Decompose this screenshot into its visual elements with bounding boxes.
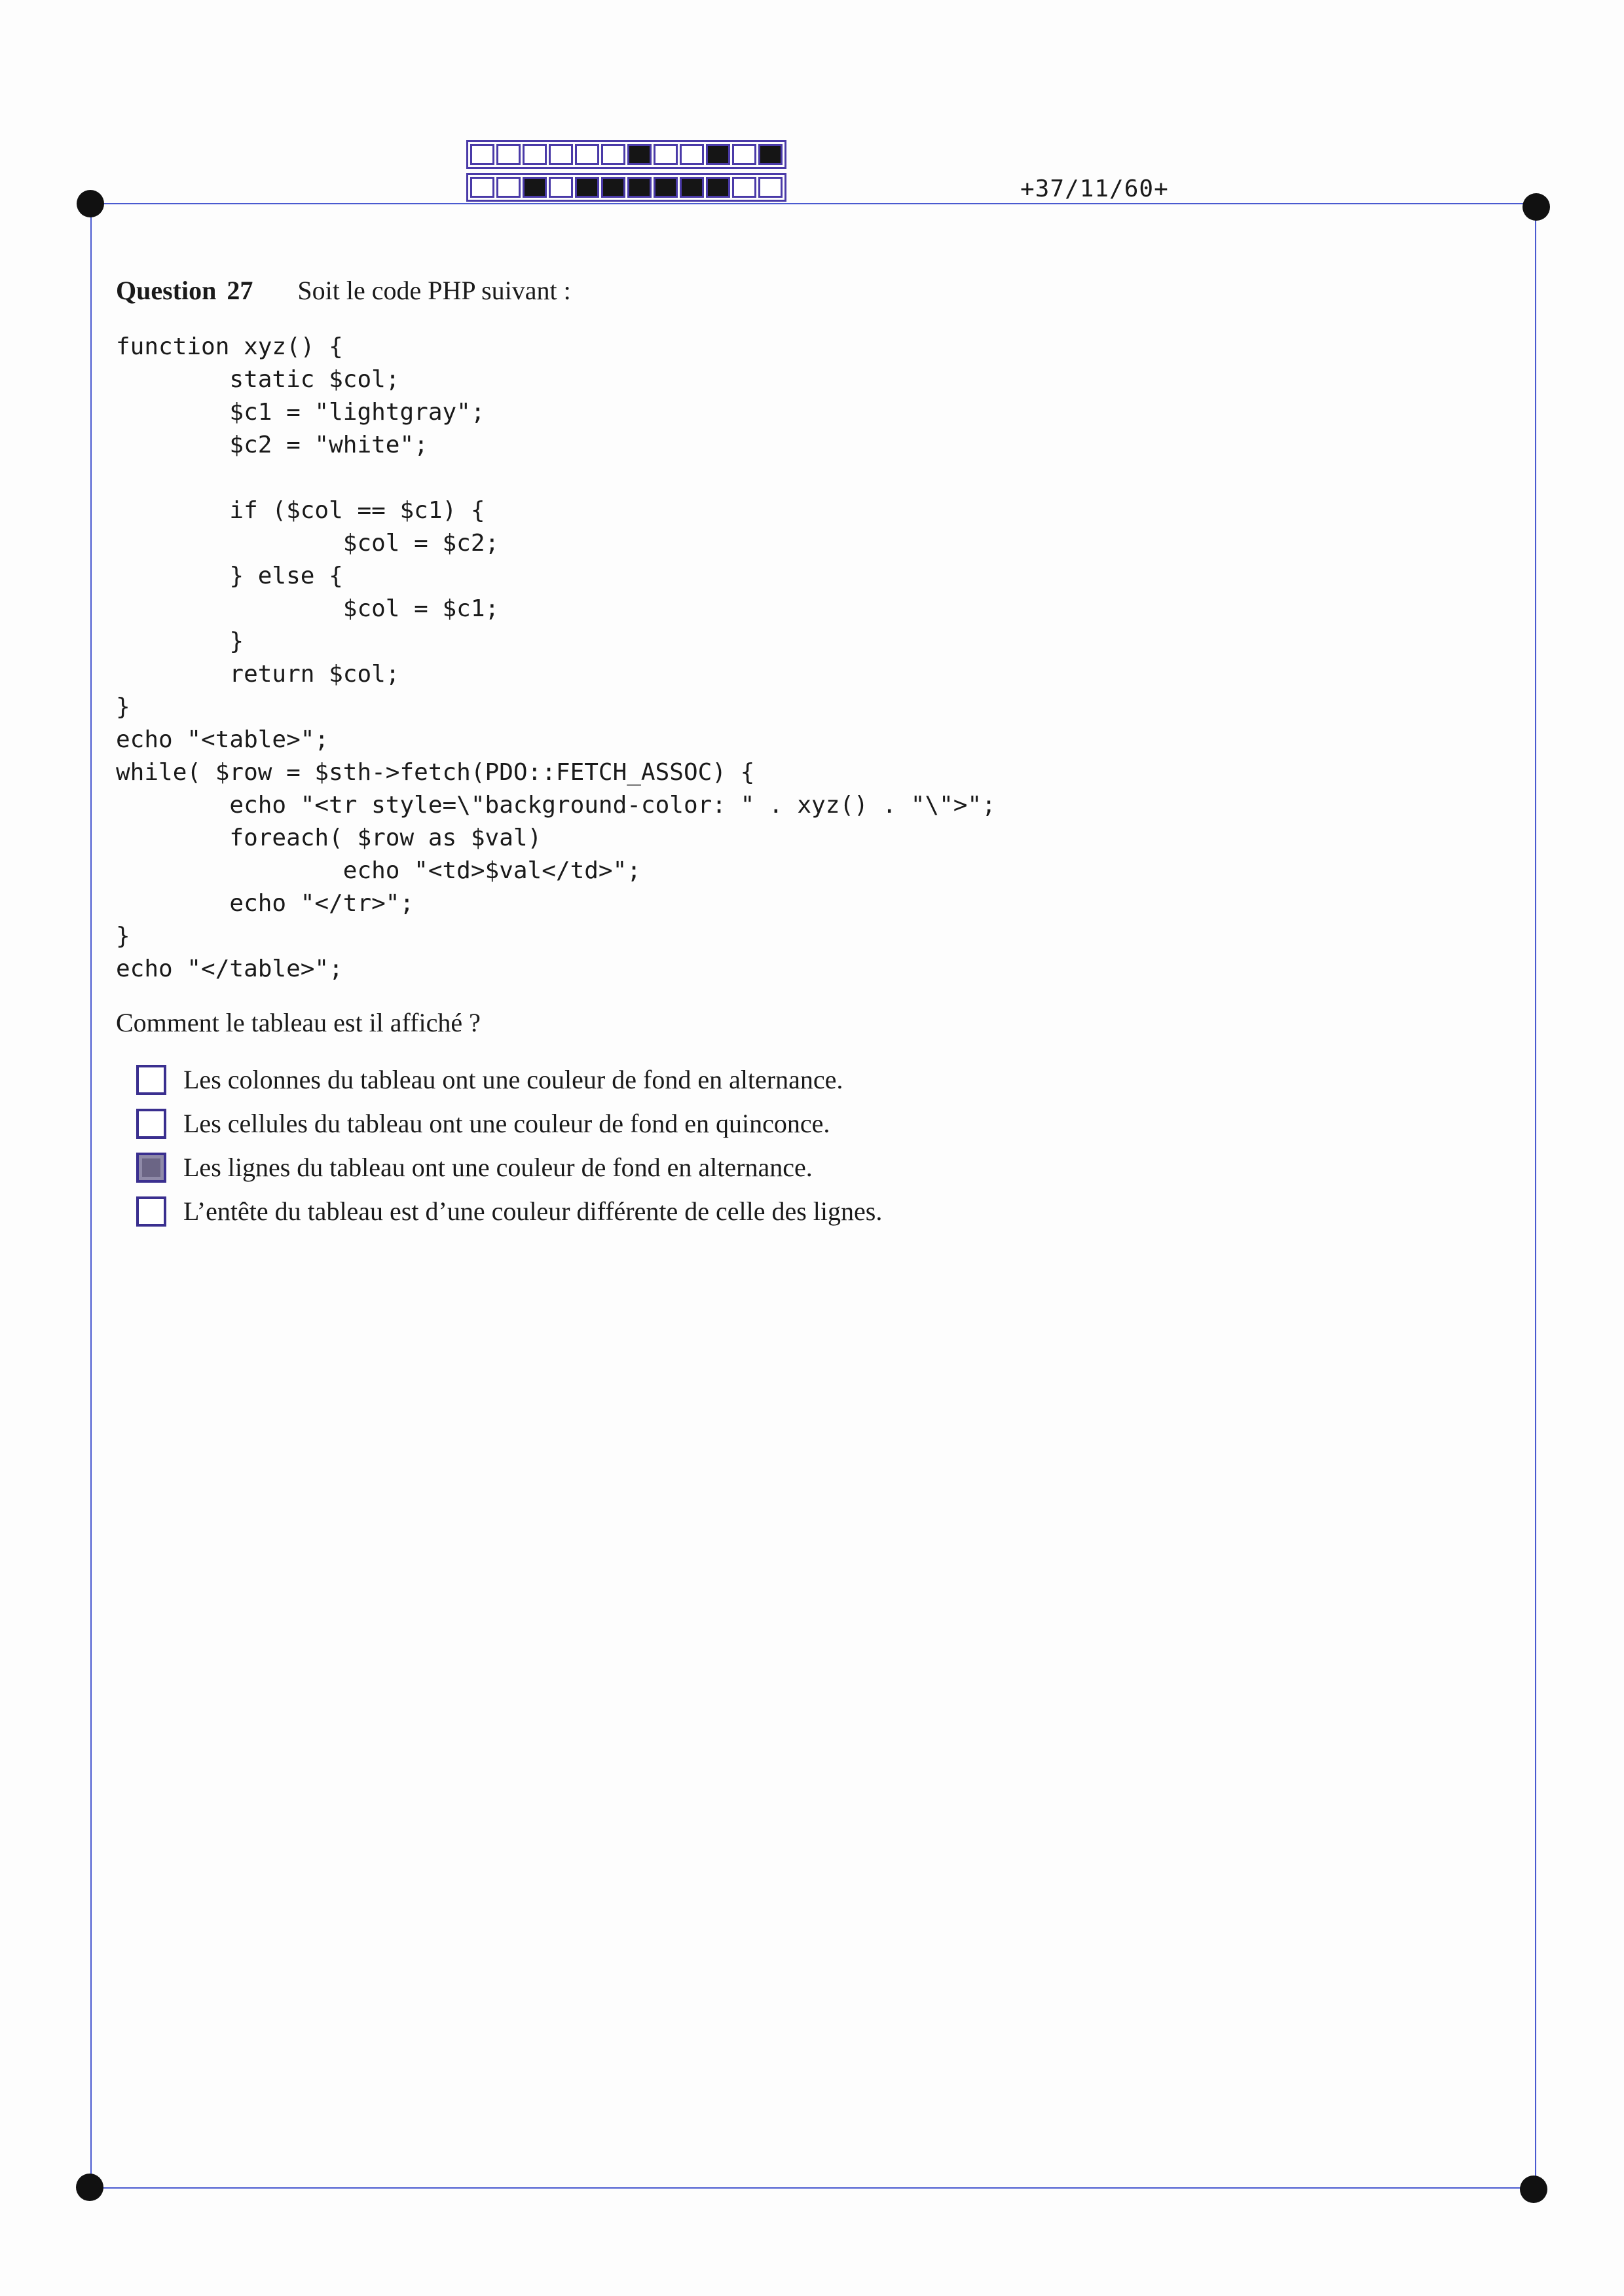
barcode-cell <box>706 177 730 198</box>
question-label: Question <box>116 276 217 305</box>
corner-mark-bottom-right <box>1520 2176 1547 2203</box>
barcode-cell <box>523 144 547 165</box>
corner-mark-bottom-left <box>76 2174 103 2201</box>
corner-mark-top-left <box>77 190 104 217</box>
answer-checkbox[interactable] <box>136 1109 166 1139</box>
barcode-cell <box>496 177 521 198</box>
sheet-code: +37/11/60+ <box>1020 176 1169 202</box>
answer-choice-label: Les colonnes du tableau ont une couleur de fond en alternance. <box>183 1065 843 1094</box>
answer-choice[interactable] <box>136 1102 882 1145</box>
answer-choice-label: Les lignes du tableau ont une couleur de fond en alternance. <box>183 1153 813 1182</box>
barcode-cell <box>627 177 652 198</box>
barcode-cell <box>758 144 783 165</box>
barcode-cell <box>601 177 625 198</box>
question-prompt: Soit le code PHP suivant : <box>297 276 571 305</box>
frame-bottom-line <box>90 2187 1534 2189</box>
answer-choice[interactable] <box>136 1058 882 1102</box>
barcode-cell <box>496 144 521 165</box>
barcode-cell <box>654 177 678 198</box>
answer-choice-label: L’entête du tableau est d’une couleur différente de celle des lignes. <box>183 1196 883 1226</box>
barcode-cell <box>680 177 704 198</box>
frame-right-line <box>1535 207 1536 2189</box>
answer-choice-label: Les cellules du tableau ont une couleur de fond en quinconce. <box>183 1109 830 1138</box>
frame-top-line <box>92 203 1536 204</box>
barcode-cell <box>523 177 547 198</box>
answer-choices <box>136 1058 882 1233</box>
question-number: 27 <box>227 276 253 305</box>
barcode-cell <box>549 177 573 198</box>
answer-checkbox[interactable] <box>136 1153 166 1183</box>
barcode-cell <box>654 144 678 165</box>
barcode-cell <box>601 144 625 165</box>
answer-prompt: Comment le tableau est il affiché ? <box>116 1008 481 1037</box>
answer-choice[interactable] <box>136 1145 882 1189</box>
barcode-cell <box>732 177 756 198</box>
php-code-block: function xyz() { static $col; $c1 = "lightgray"; $c2 = "white"; if ($col == $c1) { $col = $c2; } else { $col = $c1; } return $col; } echo "<table>"; while( $row = $sth->fetch(PDO::FETCH_ASSOC) { echo "<tr style=\"background-color: " . xyz() . "\">"; foreach( $row as $val) echo "<td>$val</td>"; echo "</tr>"; } echo "</table>"; <box>116 333 996 982</box>
barcode-row-bottom <box>466 173 786 202</box>
barcode-cell <box>758 177 783 198</box>
frame-left-line <box>90 204 92 2187</box>
barcode-cell <box>706 144 730 165</box>
barcode-cell <box>470 177 494 198</box>
barcode-cell <box>627 144 652 165</box>
answer-checkbox[interactable] <box>136 1196 166 1227</box>
barcode-cell <box>732 144 756 165</box>
barcode-cell <box>680 144 704 165</box>
corner-mark-top-right <box>1522 193 1550 221</box>
question-heading <box>116 275 571 306</box>
barcode-cell <box>470 144 494 165</box>
answer-checkbox[interactable] <box>136 1065 166 1095</box>
barcode-cell <box>575 177 599 198</box>
barcode-cell <box>575 144 599 165</box>
barcode-row-top <box>466 140 786 169</box>
answer-choice[interactable] <box>136 1189 882 1233</box>
barcode-cell <box>549 144 573 165</box>
